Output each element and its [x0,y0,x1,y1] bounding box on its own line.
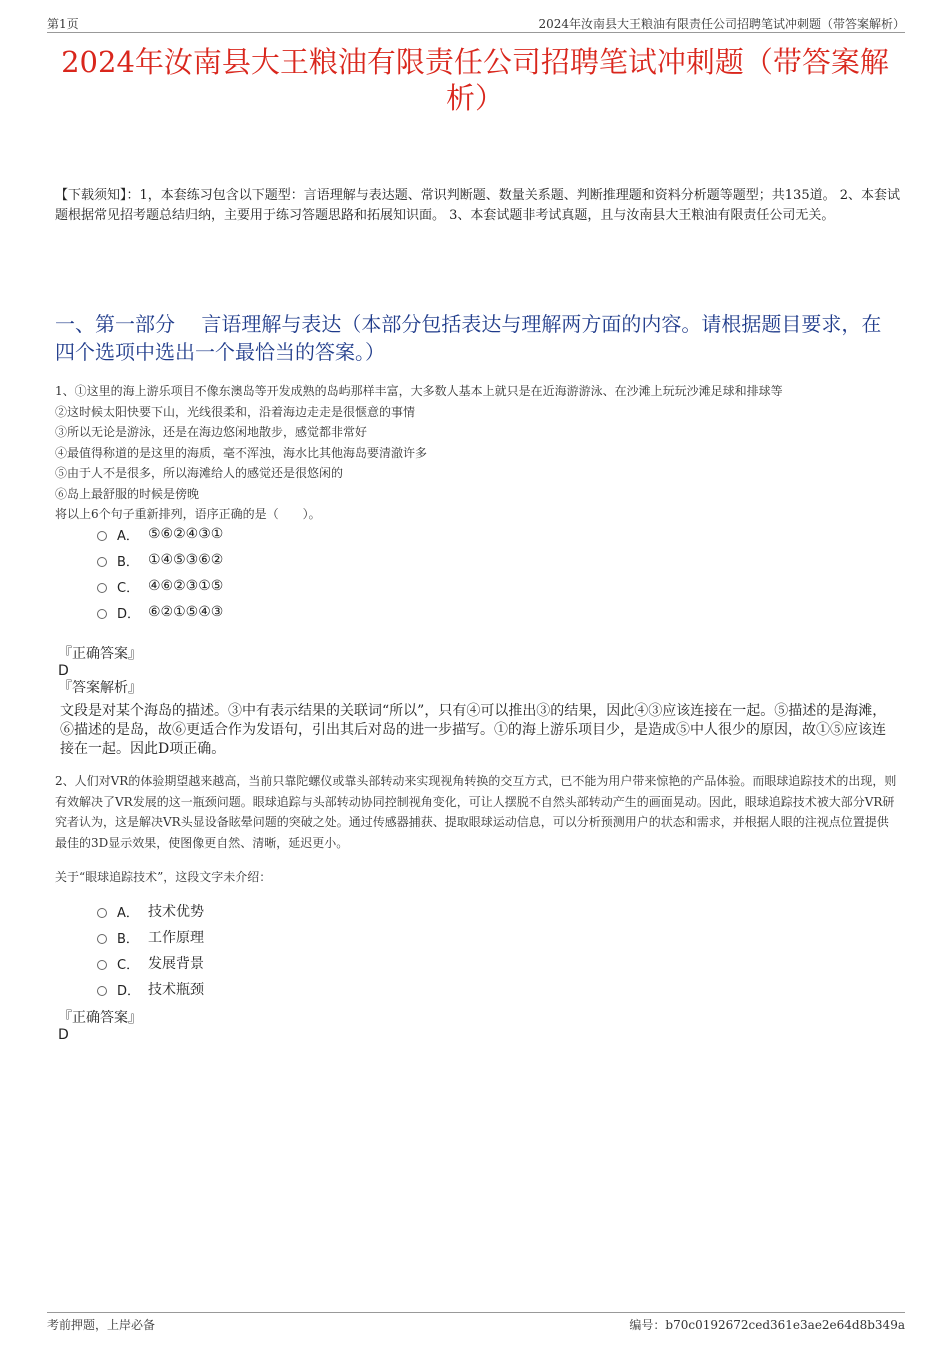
page-footer [47,1312,905,1333]
footer-slogan: 考前押题，上岸必备 [47,1318,156,1332]
option-text: ⑥②①⑤④③ [148,604,224,620]
header-doc-title: 2024年汝南县大王粮油有限责任公司招聘笔试冲刺题（带答案解析） [538,17,905,31]
option-letter: B． [117,931,139,947]
question-1-line: ⑤由于人不是很多，所以海滩给人的感觉还是很悠闲的 [55,466,344,480]
question-1-line: ②这时候太阳快要下山，光线很柔和，沿着海边走走是很惬意的事情 [55,404,416,419]
question-1-line: 将以上6个句子重新排列，语序正确的是（ ）。 [55,507,321,521]
option-text: 技术优势 [148,904,204,920]
option-text: 技术瓶颈 [148,982,204,998]
question-2-answer [58,1010,895,1044]
page-header [47,12,905,33]
radio-icon[interactable] [97,986,107,996]
section-heading: 一、第一部分 言语理解与表达（本部分包括表达与理解两方面的内容。请根据题目要求，在四个选项中选出一个最恰当的答案。） [55,312,882,364]
answer-label: 『正确答案』 [58,646,142,662]
option-letter: C． [117,580,140,596]
option-text: 工作原理 [148,930,204,946]
option-text: ⑤⑥②④③① [148,526,224,542]
question-1-line: ③所以无论是游泳，还是在海边悠闲地散步，感觉都非常好 [55,425,368,439]
answer-label: 『正确答案』 [58,1010,142,1026]
question-2-stem [55,771,900,853]
radio-icon[interactable] [97,960,107,970]
option-c[interactable] [97,573,223,599]
radio-icon[interactable] [97,583,107,593]
radio-icon[interactable] [97,557,107,567]
radio-icon[interactable] [97,934,107,944]
option-letter: D． [117,606,141,622]
page-number: 第1页 [47,17,79,31]
footer-serial: 编号：b70c0192672ced361e3ae2e64d8b349a [629,1318,905,1332]
option-letter: A． [117,528,139,544]
option-d[interactable] [97,976,204,1002]
question-1-answer [58,646,895,697]
page-title: 2024年汝南县大王粮油有限责任公司招聘笔试冲刺题（带答案解析） [61,45,889,115]
analysis-label: 『答案解析』 [58,680,142,696]
question-1-stem [55,381,900,525]
question-1-line: ⑥岛上最舒服的时候是傍晚 [55,486,200,501]
answer-value: D [58,1027,69,1043]
radio-icon[interactable] [97,531,107,541]
question-1-line: 1、①这里的海上游乐项目不像东澳岛等开发成熟的岛屿那样丰富，大多数人基本上就只是在近海游游泳、在沙滩上玩玩沙滩足球和排球等 [55,384,783,398]
option-letter: C． [117,957,140,973]
option-b[interactable] [97,547,223,573]
option-a[interactable] [97,898,204,924]
option-letter: B． [117,554,139,570]
question-2-options [97,898,204,1002]
option-c[interactable] [97,950,204,976]
download-notice: 【下载须知】：1，本套练习包含以下题型：言语理解与表达题、常识判断题、数量关系题、判断推理题和资料分析题等题型；共135道。 2、本套试题根据常见招考题总结归纳，主要用于练习答题思路和拓展知识面。 3、本套试题非考试真题，且与汝南县大王粮油有限责任公司无关。 [55,188,900,223]
question-2-question: 关于“眼球追踪技术”，这段文字未介绍： [55,870,272,884]
question-1-line: ④最值得称道的是这里的海质，毫不浑浊，海水比其他海岛要清澈许多 [55,445,428,460]
option-letter: D． [117,983,141,999]
option-a[interactable] [97,521,223,547]
option-text: 发展背景 [148,956,204,972]
radio-icon[interactable] [97,908,107,918]
question-2-prompt [55,867,900,888]
option-letter: A． [117,905,139,921]
radio-icon[interactable] [97,609,107,619]
option-text: ④⑥②③①⑤ [148,578,224,594]
option-d[interactable] [97,599,223,625]
question-2-text: 2、人们对VR的体验期望越来越高，当前只靠陀螺仪或靠头部转动来实现视角转换的交互方式，已不能为用户带来惊艳的产品体验。而眼球追踪技术的出现，则有效解决了VR发展的这一瓶颈问题。眼球追踪与头部转动协同控制视角变化，可让人摆脱不自然头部转动产生的画面晃动。因此，眼球追踪技术被大部分VR研究者认为，这是解决VR头显设备眩晕问题的突破之处。通过传感器捕获、提取眼球运动信息，可以分析预测用户的状态和需求，并根据人眼的注视点位置提供最佳的3D显示效果，使图像更自然、清晰，延迟更小。 [55,774,897,850]
question-1-options [97,521,223,625]
answer-value: D [58,663,69,679]
option-text: ①④⑤③⑥② [148,552,224,568]
question-1-analysis: 文段是对某个海岛的描述。③中有表示结果的关联词“所以”，只有④可以推出③的结果，因此④③应该连接在一起。⑤描述的是海滩，⑥描述的是岛，故⑥更适合作为发语句，引出其后对岛的进一步描写。①的海上游乐项目少，是造成⑤中人很少的原因，故①⑤应该连接在一起。因此D项正确。 [60,703,887,757]
option-b[interactable] [97,924,204,950]
